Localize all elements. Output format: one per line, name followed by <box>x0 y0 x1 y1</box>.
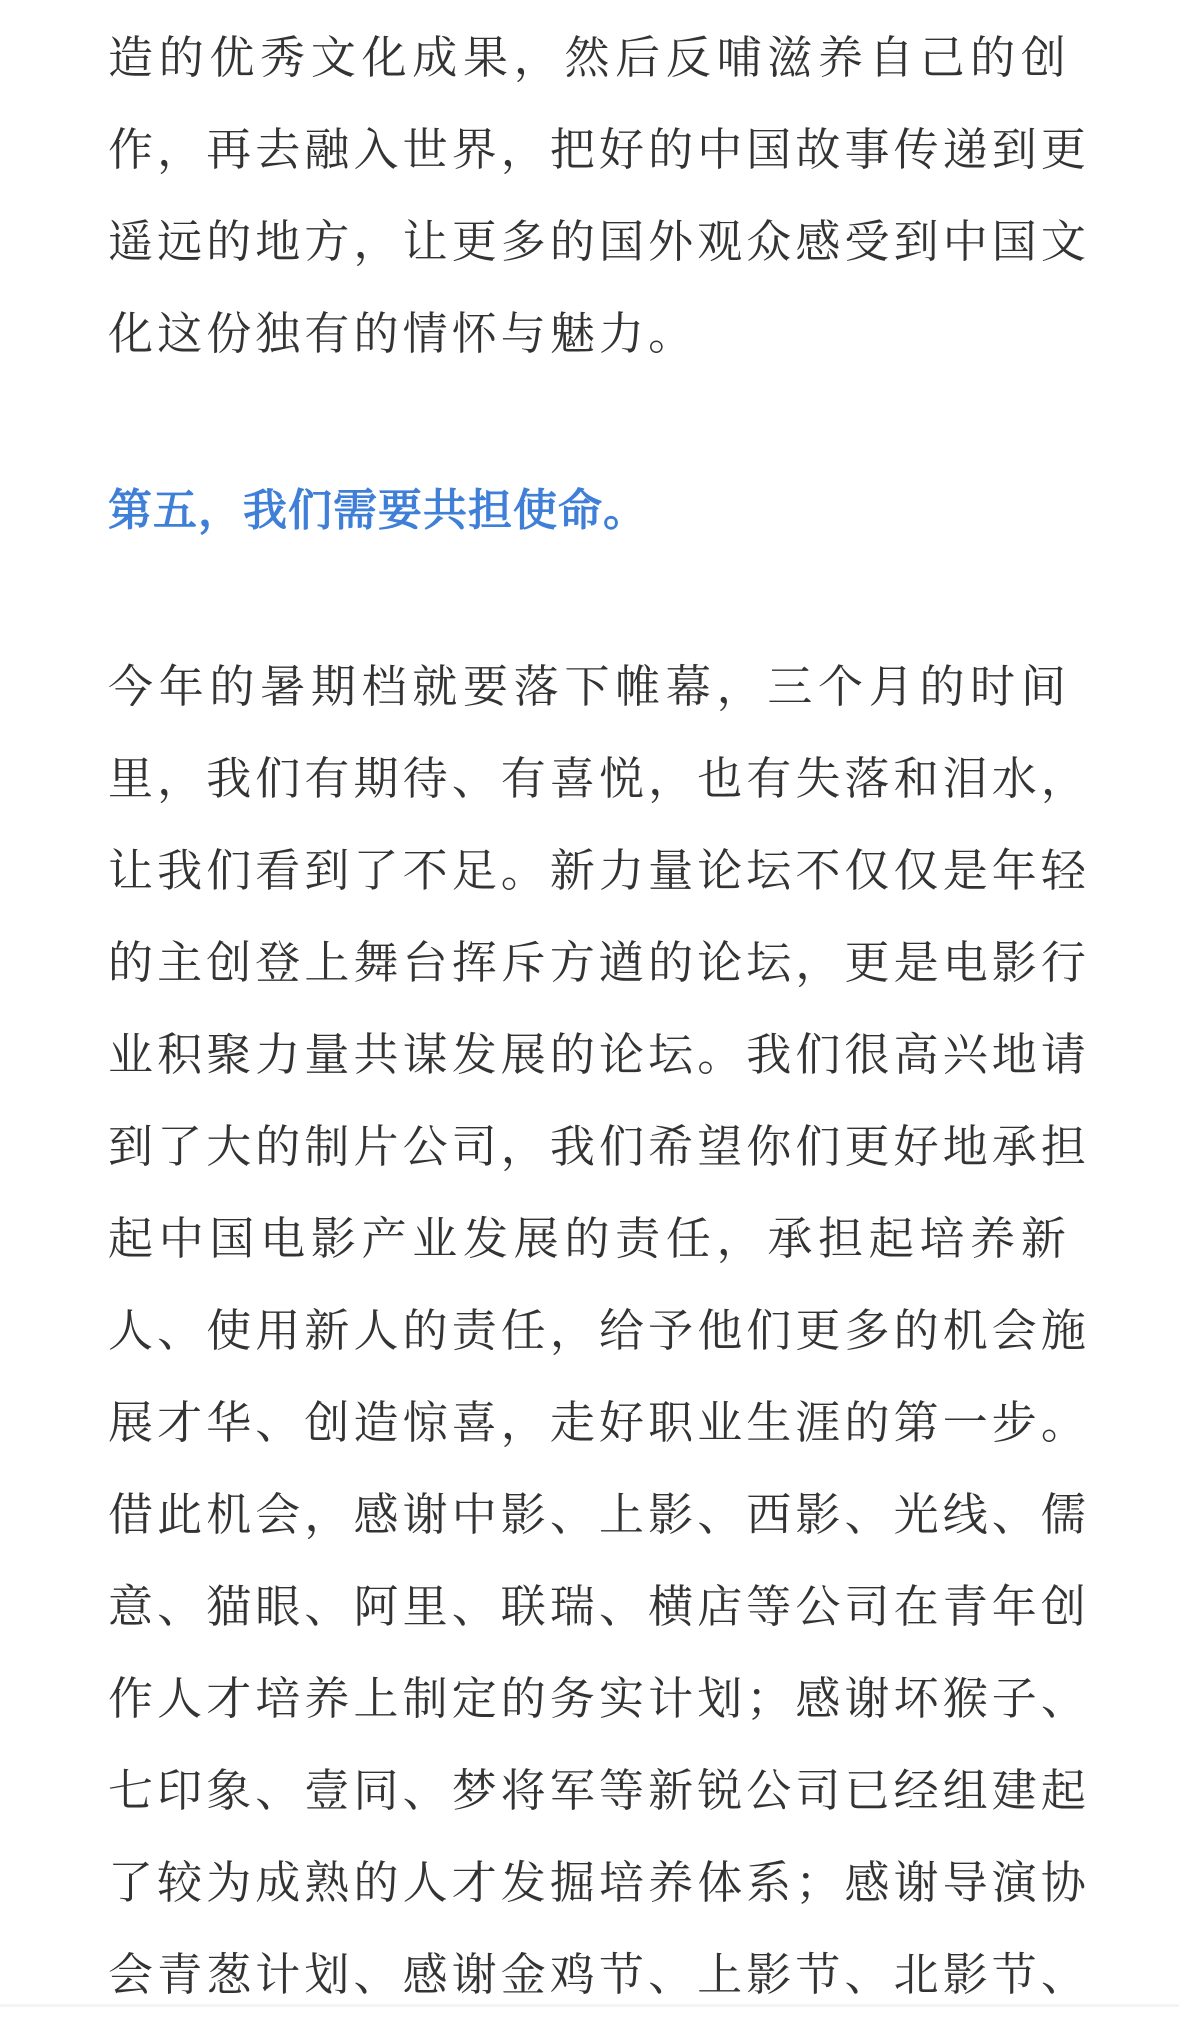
text-line: 作，再去融入世界，把好的中国故事传递到更 <box>108 123 1091 176</box>
text-line: 今年的暑期档就要落下帷幕，三个月的时间 <box>108 660 1070 713</box>
text-line: 遥远的地方，让更多的国外观众感受到中国文 <box>108 215 1091 268</box>
paragraph-intro <box>108 12 1091 380</box>
text-line: 里，我们有期待、有喜悦，也有失落和泪水， <box>108 752 1091 805</box>
text-line: 化这份独有的情怀与魅力。 <box>108 307 698 360</box>
paragraph-main <box>108 641 1091 2021</box>
text-line: 了较为成熟的人才发掘培养体系；感谢导演协 <box>108 1856 1091 1909</box>
text-line: 人、使用新人的责任，给予他们更多的机会施 <box>108 1304 1091 1357</box>
text-line: 展才华、创造惊喜，走好职业生涯的第一步。 <box>108 1396 1091 1449</box>
text-line: 七印象、壹同、梦将军等新锐公司已经组建起 <box>108 1764 1091 1817</box>
section-heading: 第五，我们需要共担使命。 <box>108 485 648 536</box>
paragraph-spacer <box>108 557 1070 641</box>
text-line: 让我们看到了不足。新力量论坛不仅仅是年轻 <box>108 844 1091 897</box>
text-line: 造的优秀文化成果，然后反哺滋养自己的创 <box>108 31 1070 84</box>
text-line: 借此机会，感谢中影、上影、西影、光线、儒 <box>108 1488 1091 1541</box>
text-line: 会青葱计划、感谢金鸡节、上影节、北影节、 <box>108 1948 1091 2001</box>
text-line: 业积聚力量共谋发展的论坛。我们很高兴地请 <box>108 1028 1091 1081</box>
text-line: 的主创登上舞台挥斥方遒的论坛，更是电影行 <box>108 936 1091 989</box>
article-body <box>108 12 1091 2021</box>
text-line: 起中国电影产业发展的责任，承担起培养新 <box>108 1212 1070 1265</box>
text-line: 到了大的制片公司，我们希望你们更好地承担 <box>108 1120 1091 1173</box>
text-line: 意、猫眼、阿里、联瑞、横店等公司在青年创 <box>108 1580 1091 1633</box>
text-line: 作人才培养上制定的务实计划；感谢坏猴子、 <box>108 1672 1091 1725</box>
